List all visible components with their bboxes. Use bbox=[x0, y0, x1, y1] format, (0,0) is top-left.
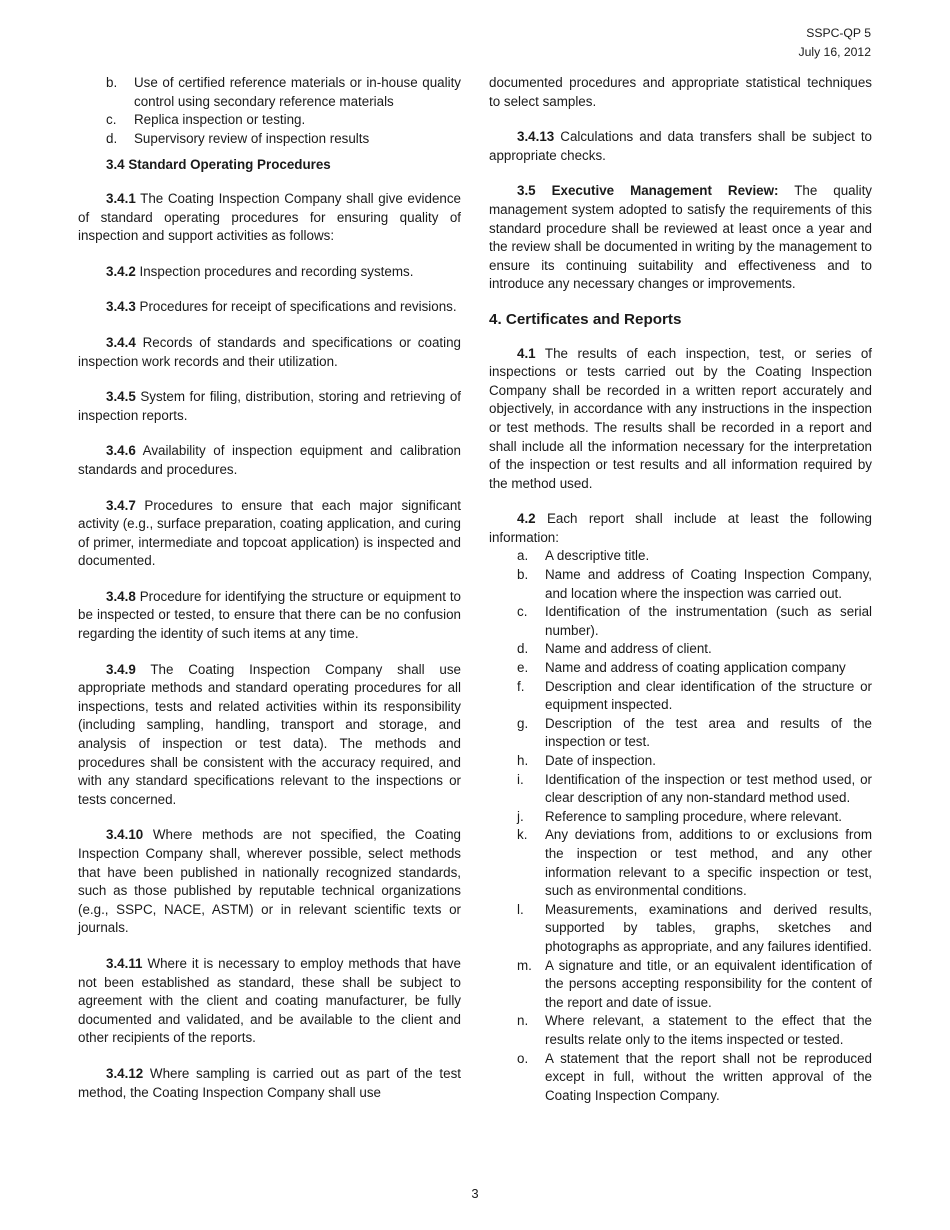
list-item bbox=[489, 640, 872, 659]
list-marker: b. bbox=[106, 75, 118, 90]
paragraph-text: Procedures for receipt of specifications and revisions. bbox=[135, 299, 457, 315]
list-item-text: Name and address of Coating Inspection Company, and location where the inspection was carried out. bbox=[545, 567, 872, 601]
list-marker: c. bbox=[517, 604, 528, 620]
list-item bbox=[489, 826, 872, 900]
report-contents-list bbox=[489, 547, 872, 1105]
paragraph-number: 3.4.11 bbox=[106, 955, 143, 971]
list-item-text: Identification of the inspection or test method used, or clear description of any non-standard method used. bbox=[545, 771, 872, 806]
paragraph-text: Calculations and data transfers shall be subject to appropriate checks. bbox=[489, 129, 872, 163]
section-3-4-paragraphs bbox=[78, 190, 461, 1102]
list-item-text: Supervisory review of inspection results bbox=[134, 130, 370, 146]
paragraph-text: Procedure for identifying the structure or equipment to be inspected or tested, to ensure that there can be no confusion regarding the identity of such items at any time. bbox=[78, 588, 461, 642]
list-item-text: Name and address of coating application company bbox=[545, 660, 846, 676]
list-item-text: Use of certified reference materials or in-house quality control using secondary reference materials bbox=[134, 75, 461, 109]
paragraph-text: The Coating Inspection Company shall use appropriate methods and standard operating procedures for all inspections, tests and related activities within its responsibility (including sampling, handling, transport and storage, and analysis of inspection or test data). The methods and procedures shall be consistent with the accuracy required, and with any standard specifications relevant to the inspections or tests concerned. bbox=[78, 661, 461, 807]
paragraph-3-4-6 bbox=[78, 442, 461, 479]
paragraph-number: 3.4.3 bbox=[106, 299, 136, 315]
list-item bbox=[78, 111, 461, 130]
list-marker: f. bbox=[517, 678, 525, 694]
list-marker: c. bbox=[106, 112, 117, 128]
list-item-text: Replica inspection or testing. bbox=[134, 112, 306, 128]
section-3-4-heading: 3.4 Standard Operating Procedures bbox=[106, 157, 331, 173]
paragraph-number: 3.4.5 bbox=[106, 389, 136, 405]
list-item-text: Description of the test area and results of the inspection or test. bbox=[545, 715, 872, 750]
list-item bbox=[489, 547, 872, 566]
list-item bbox=[489, 808, 872, 827]
paragraph-3-4-1 bbox=[78, 190, 461, 246]
paragraph-3-4-4 bbox=[78, 334, 461, 371]
list-item-text: Description and clear identification of the structure or equipment inspected. bbox=[545, 678, 872, 713]
paragraph-number: 4.2 bbox=[517, 511, 536, 527]
list-marker: i. bbox=[517, 771, 524, 787]
paragraph-number: 3.4.4 bbox=[106, 334, 136, 350]
list-marker: m. bbox=[517, 957, 532, 973]
list-marker: d. bbox=[517, 641, 529, 657]
list-item-text: Identification of the instrumentation (such as serial number). bbox=[545, 604, 872, 638]
inspection-methods-list-continued bbox=[78, 74, 461, 148]
paragraph-3-4-5 bbox=[78, 388, 461, 425]
list-item-text: Name and address of client. bbox=[545, 641, 712, 657]
paragraph-text: Inspection procedures and recording systems. bbox=[135, 263, 414, 279]
paragraph-number: 3.4.13 bbox=[517, 129, 555, 145]
paragraph-number: 3.4.9 bbox=[106, 661, 136, 677]
list-item-text: A descriptive title. bbox=[545, 548, 650, 564]
page-header bbox=[798, 24, 871, 62]
list-item-text: A signature and title, or an equivalent identification of the persons accepting responsibility for the content of the report and date of issue. bbox=[545, 957, 872, 1010]
paragraph-3-5 bbox=[489, 182, 872, 294]
list-item bbox=[489, 1012, 872, 1049]
paragraph-text: Availability of inspection equipment and calibration standards and procedures. bbox=[78, 443, 461, 477]
list-marker: a. bbox=[517, 548, 529, 564]
list-marker: e. bbox=[517, 660, 529, 676]
paragraph-number: 3.4.10 bbox=[106, 827, 144, 843]
paragraph-number: 3.4.8 bbox=[106, 588, 136, 604]
list-marker: k. bbox=[517, 827, 528, 843]
list-item bbox=[78, 130, 461, 149]
paragraph-number: 3.4.2 bbox=[106, 263, 136, 279]
list-item-text: Any deviations from, additions to or exclusions from the inspection or test method, and any other information relevant to a specific inspection or test, such as environmental conditions. bbox=[545, 827, 872, 899]
right-column bbox=[489, 74, 872, 1122]
paragraph-text: Records of standards and specifications or coating inspection work records and their utilization. bbox=[78, 334, 461, 369]
list-marker: n. bbox=[517, 1013, 529, 1029]
paragraph-3-4-12-continuation: documented procedures and appropriate statistical techniques to select samples. bbox=[489, 75, 872, 109]
paragraph-3-4-12 bbox=[78, 1065, 461, 1102]
list-marker: h. bbox=[517, 753, 529, 768]
section-4-heading: 4. Certificates and Reports bbox=[489, 310, 682, 328]
list-marker: b. bbox=[517, 567, 529, 583]
paragraph-number: 4.1 bbox=[517, 345, 536, 361]
paragraph-text: Where it is necessary to employ methods that have not been established as standard, these shall be subject to agreement with the client and coating manufacturer, be fully documented and validated, and be available to the client and other recipients of the reports. bbox=[78, 955, 461, 1046]
list-item bbox=[489, 771, 872, 808]
list-item bbox=[489, 715, 872, 752]
paragraph-4-1 bbox=[489, 345, 872, 494]
left-column bbox=[78, 74, 461, 1102]
list-item bbox=[489, 566, 872, 603]
document-id: SSPC-QP 5 bbox=[806, 26, 871, 40]
list-item bbox=[489, 752, 872, 771]
paragraph-number: 3.4.7 bbox=[106, 497, 136, 513]
paragraph-text: The quality management system adopted to satisfy the requirements of this standard procedure shall be reviewed at least once a year and the review shall be documented in writing by the management to ensure its continuing suitability and effectiveness and to introduce any necessary changes or improvements. bbox=[489, 183, 872, 292]
list-marker: j. bbox=[517, 808, 524, 824]
paragraph-text: The results of each inspection, test, or series of inspections or tests carried out by the Coating Inspection Company shall be recorded in a written report accurately and objectively, in accordance with any instructions in the inspection or test methods. The results shall be recorded in a report and shall include all the information necessary for the interpretation of the inspection or test results and all information required by the method used. bbox=[489, 345, 872, 491]
list-marker: l. bbox=[517, 901, 524, 917]
paragraph-3-4-3 bbox=[78, 298, 461, 317]
paragraph-number: 3.4.1 bbox=[106, 190, 136, 206]
list-item-text: Where relevant, a statement to the effect that the results relate only to the items inspected or tested. bbox=[545, 1013, 872, 1047]
paragraph-number: 3.4.12 bbox=[106, 1065, 144, 1081]
paragraph-label: 3.5 Executive Management Review: bbox=[517, 183, 779, 199]
paragraph-text: System for filing, distribution, storing and retrieving of inspection reports. bbox=[78, 389, 461, 423]
list-marker: d. bbox=[106, 130, 118, 146]
paragraph-text: Where methods are not specified, the Coating Inspection Company shall, wherever possible, select methods that have been published in nationally recognized standards, such as those published by reputable technical organizations (e.g., SSPC, NACE, ASTM) or in relevant scientific texts or journals. bbox=[78, 827, 461, 936]
paragraph-3-4-10 bbox=[78, 826, 461, 938]
list-item bbox=[78, 74, 461, 111]
paragraph-3-4-8 bbox=[78, 588, 461, 644]
paragraph-text: Procedures to ensure that each major significant activity (e.g., surface preparation, coating application, and curing of primer, intermediate and topcoat application) is inspected and documented. bbox=[78, 497, 461, 569]
list-marker: g. bbox=[517, 715, 529, 731]
paragraph-number: 3.4.6 bbox=[106, 443, 136, 459]
list-item-text: A statement that the report shall not be reproduced except in full, without the written approval of the Coating Inspection Company. bbox=[545, 1050, 872, 1103]
list-item-text: Measurements, examinations and derived results, supported by tables, graphs, sketches and photographs as appropriate, and any failures identified. bbox=[545, 901, 872, 954]
paragraph-text: Each report shall include at least the following information: bbox=[489, 511, 872, 545]
paragraph-3-4-9 bbox=[78, 661, 461, 810]
paragraph-text: Where sampling is carried out as part of the test method, the Coating Inspection Company shall use bbox=[78, 1065, 461, 1100]
list-item bbox=[489, 1050, 872, 1106]
list-item bbox=[489, 957, 872, 1013]
paragraph-text: The Coating Inspection Company shall give evidence of standard operating procedures for ensuring quality of inspection and support activities as follows: bbox=[78, 190, 461, 244]
list-item bbox=[489, 901, 872, 957]
paragraph-3-4-11 bbox=[78, 955, 461, 1048]
paragraph-4-2 bbox=[489, 510, 872, 547]
list-item bbox=[489, 659, 872, 678]
page-number: 3 bbox=[471, 1186, 479, 1201]
list-item bbox=[489, 678, 872, 715]
list-item-text: Reference to sampling procedure, where relevant. bbox=[545, 808, 842, 824]
paragraph-3-4-13 bbox=[489, 128, 872, 165]
list-item bbox=[489, 603, 872, 640]
paragraph-3-4-7 bbox=[78, 497, 461, 571]
paragraph-3-4-2 bbox=[78, 263, 461, 282]
list-marker: o. bbox=[517, 1050, 529, 1066]
document-date: July 16, 2012 bbox=[798, 45, 871, 59]
list-item-text: Date of inspection. bbox=[545, 753, 656, 768]
